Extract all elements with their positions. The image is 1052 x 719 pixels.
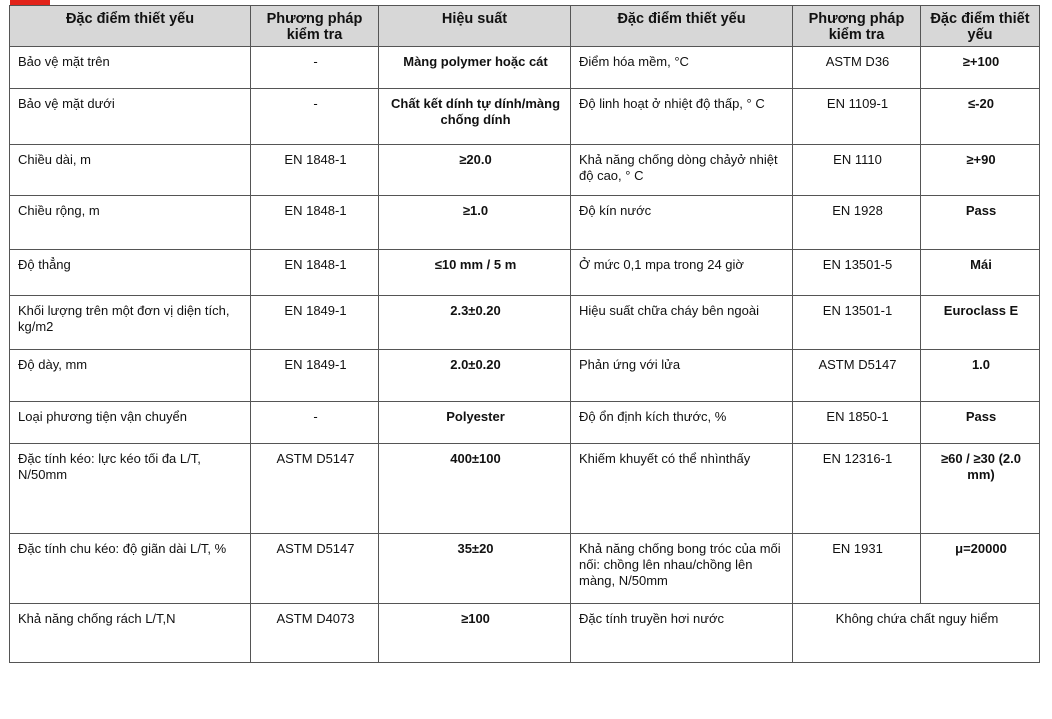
cell-performance: Màng polymer hoặc cát: [379, 47, 571, 89]
cell-value: ≥+100: [921, 47, 1040, 89]
cell-characteristic: Phản ứng với lửa: [571, 350, 793, 402]
cell-performance: 2.3±0.20: [379, 296, 571, 350]
cell-value: Euroclass E: [921, 296, 1040, 350]
cell-performance: ≥100: [379, 604, 571, 663]
cell-performance: ≥1.0: [379, 196, 571, 250]
cell-characteristic: Khả năng chống dòng chảyở nhiệt độ cao, ° C: [571, 145, 793, 196]
cell-characteristic: Độ kín nước: [571, 196, 793, 250]
cell-characteristic: Đặc tính truyền hơi nước: [571, 604, 793, 663]
table-row: [10, 444, 1040, 534]
cell-characteristic: Độ ổn định kích thước, %: [571, 402, 793, 444]
cell-test-method: EN 1848-1: [251, 196, 379, 250]
cell-value: μ=20000: [921, 534, 1040, 604]
cell-characteristic: Ở mức 0,1 mpa trong 24 giờ: [571, 250, 793, 296]
cell-test-method: EN 1928: [793, 196, 921, 250]
cell-test-method: EN 13501-1: [793, 296, 921, 350]
table-row: [10, 250, 1040, 296]
cell-characteristic: Hiệu suất chữa cháy bên ngoài: [571, 296, 793, 350]
cell-performance: 35±20: [379, 534, 571, 604]
cell-value: Pass: [921, 402, 1040, 444]
table-row: [10, 534, 1040, 604]
cell-performance: ≤10 mm / 5 m: [379, 250, 571, 296]
cell-value: 1.0: [921, 350, 1040, 402]
cell-performance: 400±100: [379, 444, 571, 534]
header-performance: Hiệu suất: [379, 6, 571, 47]
cell-characteristic: Khả năng chống rách L/T,N: [10, 604, 251, 663]
table-row: [10, 402, 1040, 444]
cell-characteristic: Độ dày, mm: [10, 350, 251, 402]
cell-value: ≥60 / ≥30 (2.0 mm): [921, 444, 1040, 534]
cell-characteristic: Chiều dài, m: [10, 145, 251, 196]
header-row: [10, 6, 1040, 47]
cell-performance: ≥20.0: [379, 145, 571, 196]
header-characteristic: Đặc điểm thiết yếu: [921, 6, 1040, 47]
cell-test-method: EN 1849-1: [251, 296, 379, 350]
cell-characteristic: Độ thẳng: [10, 250, 251, 296]
table-row: [10, 47, 1040, 89]
cell-test-method: -: [251, 47, 379, 89]
cell-performance: Polyester: [379, 402, 571, 444]
cell-test-method: EN 1931: [793, 534, 921, 604]
cell-characteristic: Độ linh hoạt ở nhiệt độ thấp, ° C: [571, 89, 793, 145]
cell-characteristic: Chiều rộng, m: [10, 196, 251, 250]
cell-characteristic: Bảo vệ mặt dưới: [10, 89, 251, 145]
cell-test-method: -: [251, 402, 379, 444]
cell-characteristic: Loại phương tiện vận chuyển: [10, 402, 251, 444]
cell-performance: Chất kết dính tự dính/màng chống dính: [379, 89, 571, 145]
header-test-method: Phương pháp kiểm tra: [793, 6, 921, 47]
cell-characteristic: Điểm hóa mềm, °C: [571, 47, 793, 89]
header-characteristic: Đặc điểm thiết yếu: [10, 6, 251, 47]
cell-test-method: EN 1848-1: [251, 145, 379, 196]
cell-test-method: ASTM D4073: [251, 604, 379, 663]
cell-test-method: -: [251, 89, 379, 145]
cell-test-method: EN 13501-5: [793, 250, 921, 296]
table-row: [10, 89, 1040, 145]
cell-characteristic: Khả năng chống bong tróc của mối nối: chồng lên nhau/chồng lên màng, N/50mm: [571, 534, 793, 604]
cell-test-method: EN 1109-1: [793, 89, 921, 145]
table-row: [10, 604, 1040, 663]
cell-performance: 2.0±0.20: [379, 350, 571, 402]
cell-characteristic: Đặc tính chu kéo: độ giãn dài L/T, %: [10, 534, 251, 604]
table-row: [10, 350, 1040, 402]
cell-test-method: ASTM D5147: [251, 444, 379, 534]
header-test-method: Phương pháp kiểm tra: [251, 6, 379, 47]
cell-value: ≤-20: [921, 89, 1040, 145]
cell-characteristic: Bảo vệ mặt trên: [10, 47, 251, 89]
cell-characteristic: Khối lượng trên một đơn vị diện tích, kg/m2: [10, 296, 251, 350]
cell-characteristic: Khiếm khuyết có thể nhìnthấy: [571, 444, 793, 534]
cell-value: Pass: [921, 196, 1040, 250]
table-row: [10, 196, 1040, 250]
cell-test-method: EN 12316-1: [793, 444, 921, 534]
table-row: [10, 145, 1040, 196]
cell-merged-note: Không chứa chất nguy hiểm: [793, 604, 1040, 663]
cell-value: Mái: [921, 250, 1040, 296]
cell-test-method: EN 1849-1: [251, 350, 379, 402]
cell-test-method: EN 1110: [793, 145, 921, 196]
cell-test-method: ASTM D36: [793, 47, 921, 89]
cell-test-method: EN 1850-1: [793, 402, 921, 444]
specification-table: [9, 5, 1040, 663]
cell-value: ≥+90: [921, 145, 1040, 196]
cell-test-method: ASTM D5147: [251, 534, 379, 604]
cell-test-method: EN 1848-1: [251, 250, 379, 296]
header-characteristic: Đặc điểm thiết yếu: [571, 6, 793, 47]
cell-test-method: ASTM D5147: [793, 350, 921, 402]
table-row: [10, 296, 1040, 350]
cell-characteristic: Đặc tính kéo: lực kéo tối đa L/T, N/50mm: [10, 444, 251, 534]
